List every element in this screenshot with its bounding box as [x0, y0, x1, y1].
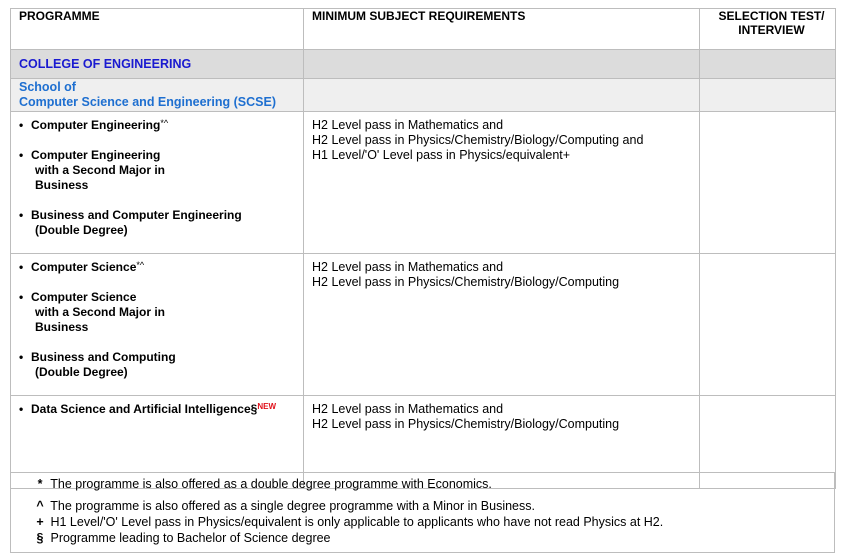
college-name: COLLEGE OF ENGINEERING	[11, 50, 304, 79]
programme-marks: *^	[136, 260, 145, 270]
footnote-symbol: ^	[36, 499, 44, 513]
school-name-line2: Computer Science and Engineering (SCSE)	[19, 95, 276, 109]
requirements-cell: H2 Level pass in Mathematics and H2 Level pass in Physics/Chemistry/Biology/Computing	[304, 396, 700, 489]
footnote	[33, 515, 834, 530]
selection-cell	[700, 254, 836, 396]
requirements-cell: H2 Level pass in Mathematics and H2 Level pass in Physics/Chemistry/Biology/Computing and H1 Level/'O' Level pass in Physics/equivalent+	[304, 112, 700, 254]
footnote-symbol: §	[36, 531, 44, 545]
footnote	[33, 477, 834, 492]
list-item: • Data Science and Artificial Intelligence§$^{NEW}$	[19, 402, 276, 416]
requirements-table	[10, 8, 836, 489]
school-name-line1: School of	[19, 80, 76, 94]
programme-cell	[11, 254, 304, 396]
college-row	[11, 50, 836, 79]
college-req-cell	[304, 50, 700, 79]
footnote-symbol: *	[37, 477, 43, 491]
list-item: • Computer Science*^	[19, 260, 145, 274]
footnote-text: H1 Level/'O' Level pass in Physics/equivalent is only applicable to applicants who have not read Physics at H2.	[50, 515, 664, 529]
programme-list	[19, 260, 303, 380]
selection-cell	[700, 112, 836, 254]
header-selection	[700, 9, 836, 50]
header-row	[11, 9, 836, 50]
footnote-symbol: +	[36, 515, 44, 529]
school-req-cell	[304, 79, 700, 112]
new-badge: NEW	[257, 402, 276, 411]
requirements-cell: H2 Level pass in Mathematics and H2 Level pass in Physics/Chemistry/Biology/Computing	[304, 254, 700, 396]
header-selection-line2: INTERVIEW	[738, 23, 805, 37]
programme-cell	[11, 112, 304, 254]
footnotes	[10, 472, 835, 553]
list-item: • Computer Science with a Second Major in Business	[19, 290, 166, 334]
table-row	[11, 112, 836, 254]
college-sel-cell	[700, 50, 836, 79]
programme-list	[19, 402, 303, 417]
list-item: • Computer Engineering with a Second Major in Business	[19, 148, 166, 192]
list-item: • Business and Computing (Double Degree)	[19, 350, 176, 379]
programme-marks: *^	[160, 118, 169, 128]
list-item: • Business and Computer Engineering (Double Degree)	[19, 208, 242, 237]
footnote	[33, 531, 834, 546]
footnote-text: The programme is also offered as a single degree programme with a Minor in Business.	[50, 499, 535, 513]
footnote-text: Programme leading to Bachelor of Science degree	[50, 531, 331, 545]
header-requirements: MINIMUM SUBJECT REQUIREMENTS	[304, 9, 700, 50]
header-selection-line1: SELECTION TEST/	[718, 9, 825, 23]
school-row	[11, 79, 836, 112]
programme-list	[19, 118, 303, 238]
header-programme: PROGRAMME	[11, 9, 304, 50]
school-sel-cell	[700, 79, 836, 112]
list-item: • Computer Engineering*^	[19, 118, 169, 132]
table-row	[11, 254, 836, 396]
school-name	[11, 79, 304, 112]
programme-marks: §	[250, 402, 258, 416]
footnote	[33, 499, 834, 514]
footnote-text: The programme is also offered as a double degree programme with Economics.	[50, 477, 492, 491]
